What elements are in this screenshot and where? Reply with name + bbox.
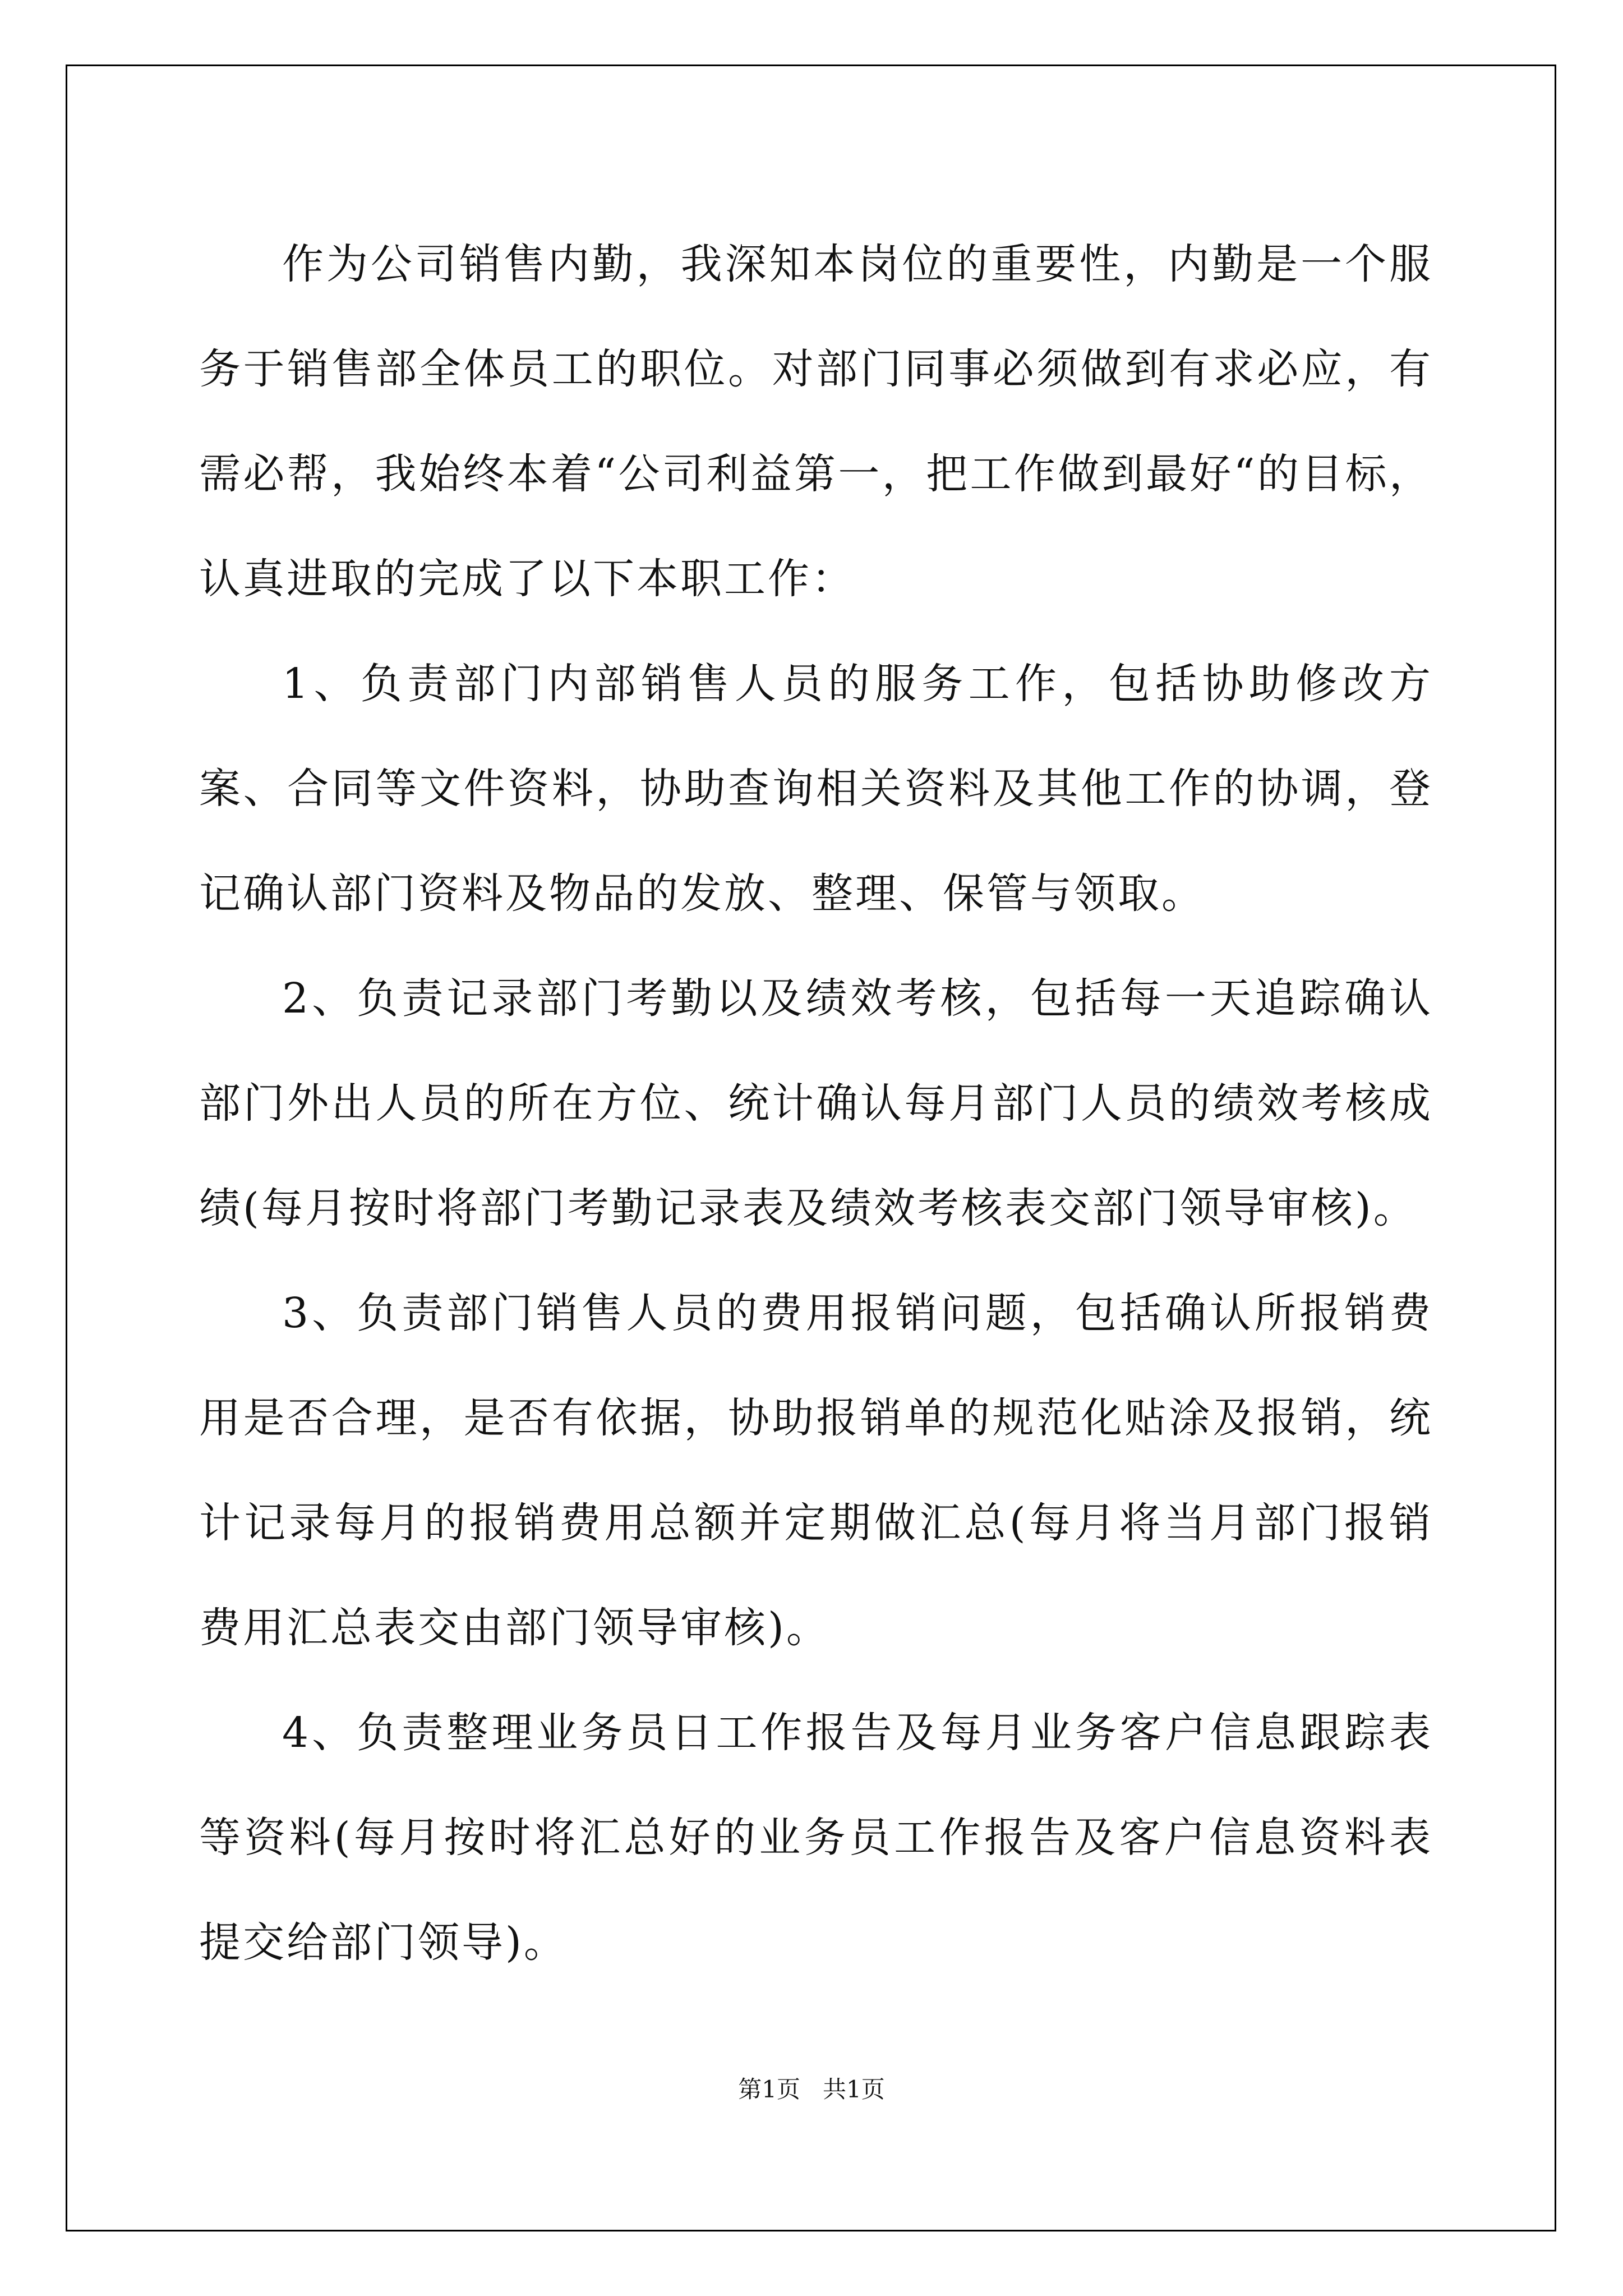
paragraph-item-1: 1、负责部门内部销售人员的服务工作，包括协助修改方案、合同等文件资料，协助查询相关资料及其他工作的协调，登记确认部门资料及物品的发放、整理、保管与领取。 (199, 660, 1433, 918)
page-number: 第1页 (738, 2076, 800, 2103)
paragraph-intro: 作为公司销售内勤，我深知本岗位的重要性，内勤是一个服务于销售部全体员工的职位。对部门同事必须做到有求必应，有需必帮，我始终本着“公司利益第一，把工作做到最好“的目标，认真进取的完成了以下本职工作： (199, 240, 1433, 603)
page-footer (0, 2071, 1623, 2105)
page-total: 共1页 (823, 2076, 885, 2103)
paragraph-item-4: 4、负责整理业务员日工作报告及每月业务客户信息跟踪表等资料(每月按时将汇总好的业务员工作报告及客户信息资料表提交给部门领导)。 (199, 1709, 1433, 1967)
paragraph-item-3: 3、负责部门销售人员的费用报销问题，包括确认所报销费用是否合理，是否有依据，协助报销单的规范化贴涂及报销，统计记录每月的报销费用总额并定期做汇总(每月将当月部门报销费用汇总表交由部门领导审核)。 (199, 1289, 1433, 1652)
document-body (199, 212, 1433, 1995)
paragraph-item-2: 2、负责记录部门考勤以及绩效考核，包括每一天追踪确认部门外出人员的所在方位、统计确认每月部门人员的绩效考核成绩(每月按时将部门考勤记录表及绩效考核表交部门领导审核)。 (199, 974, 1433, 1232)
